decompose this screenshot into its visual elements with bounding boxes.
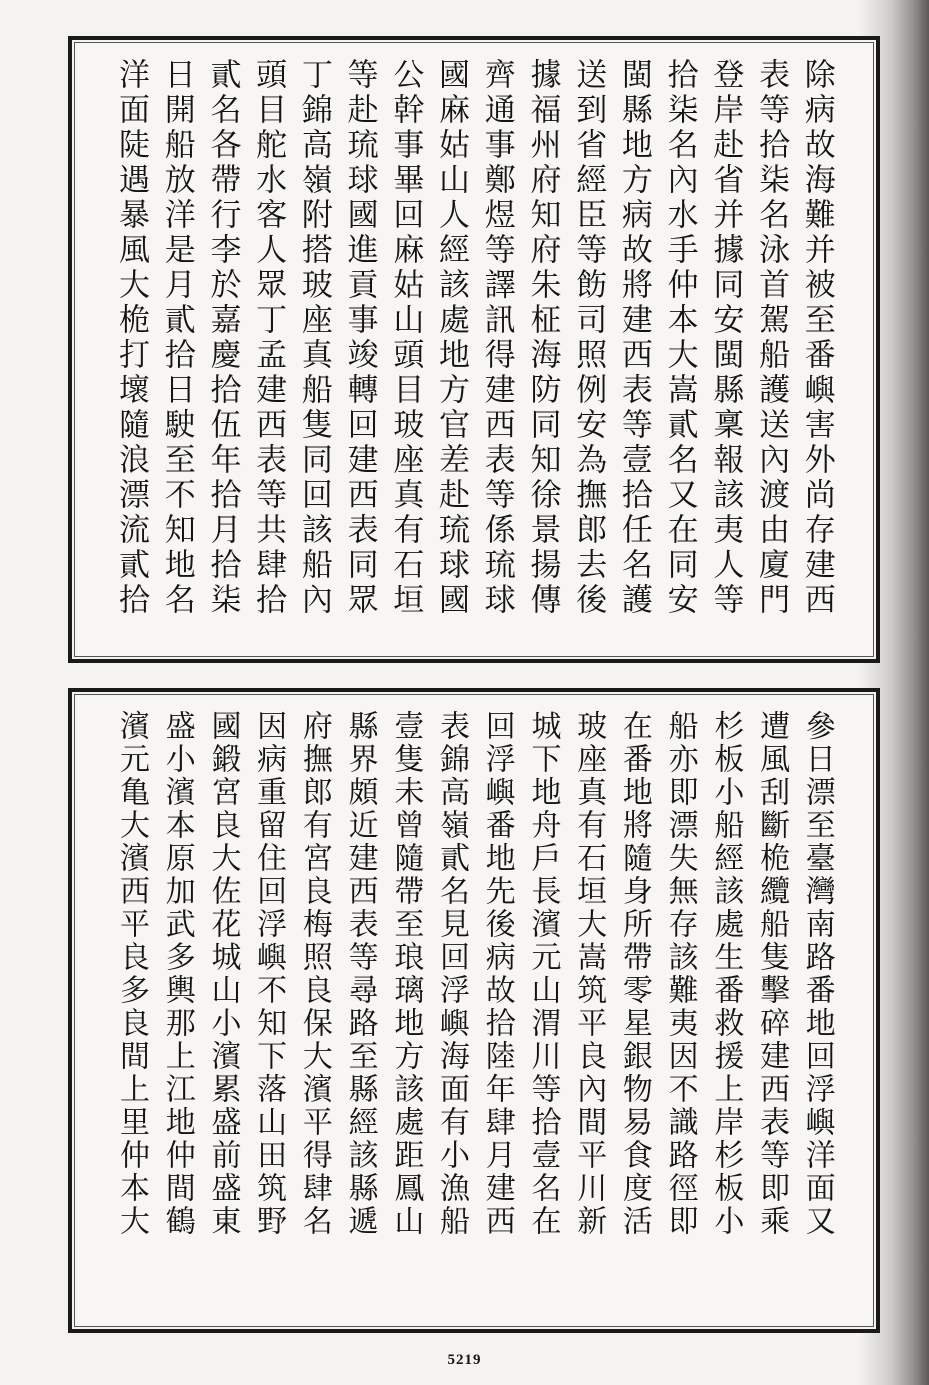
text-column: 城下地舟戶長濱元山渭川等拾壹名在 bbox=[525, 710, 561, 1238]
text-column: 船亦即漂失無存該難夷因不識路徑即 bbox=[662, 710, 698, 1238]
text-column: 表錦高嶺貳名見回浮嶼海面有小漁船 bbox=[434, 710, 470, 1238]
text-column: 等赴琉球國進貢事竣轉回建西表同眾 bbox=[341, 58, 378, 618]
text-column: 送到省經臣等飭司照例安為撫郎去後 bbox=[570, 58, 607, 618]
text-column: 丁錦高嶺附搭玻座真船隻同回該船內 bbox=[295, 58, 332, 618]
text-column: 遭風刮斷桅纜船隻擊碎建西表等即乘 bbox=[754, 710, 790, 1238]
text-column: 頭目舵水客人眾丁孟建西表等共肆拾 bbox=[250, 58, 287, 618]
text-column: 洋面陡遇暴風大桅打壞隨浪漂流貳拾 bbox=[113, 58, 149, 618]
text-column: 玻座真有石垣大嵩筑平良內間平川新 bbox=[571, 710, 607, 1238]
page-number: 5219 bbox=[447, 1352, 482, 1368]
text-column: 府撫郎有宮良梅照良保大濱平得肆名 bbox=[296, 710, 332, 1238]
text-column: 參日漂至臺灣南路番地回浮嶼洋面又 bbox=[799, 710, 835, 1238]
manuscript-block-top bbox=[68, 36, 880, 663]
text-column: 因病重留住回浮嶼不知下落山田筑野 bbox=[251, 710, 287, 1238]
text-column: 齊通事鄭煜等譯訊得建西表等係琉球 bbox=[478, 58, 515, 618]
text-column: 公幹事畢回麻姑山頭目玻座真有石垣 bbox=[387, 58, 424, 618]
text-column: 登岸赴省并據同安閩縣稟報該夷人等 bbox=[707, 58, 744, 618]
text-column: 杉板小船經該處生番救援上岸杉板小 bbox=[708, 710, 744, 1238]
text-column: 拾柒名內水手仲本大嵩貳名又在同安 bbox=[661, 58, 698, 618]
column-group-top bbox=[112, 58, 836, 641]
text-column: 據福州府知府朱柾海防同知徐景揚傳 bbox=[524, 58, 561, 618]
text-column: 閩縣地方病故將建西表等壹拾任名護 bbox=[615, 58, 652, 618]
text-column: 日開船放洋是月貳拾日駛至不知地名 bbox=[158, 58, 195, 618]
text-column: 盛小濱本原加武多輿那上江地仲間鶴 bbox=[159, 710, 195, 1238]
text-column: 表等拾柒名泳首駕船護送內渡由廈門 bbox=[753, 58, 790, 618]
text-column: 回浮嶼番地先後病故拾陸年肆月建西 bbox=[479, 710, 515, 1238]
text-column: 國麻姑山人經該處地方官差赴琉球國 bbox=[433, 58, 470, 618]
text-column: 除病故海難并被至番嶼害外尚存建西 bbox=[798, 58, 835, 618]
column-group-bottom bbox=[112, 710, 836, 1311]
manuscript-block-bottom bbox=[68, 688, 880, 1333]
text-column: 壹隻未曾隨帶至琅璃地方該處距鳳山 bbox=[388, 710, 424, 1238]
text-column: 縣界頗近建西表等尋路至縣經該縣遞 bbox=[342, 710, 378, 1238]
text-column: 在番地將隨身所帶零星銀物易食度活 bbox=[616, 710, 652, 1238]
text-column: 國鍛宮良大佐花城山小濱累盛前盛東 bbox=[205, 710, 241, 1238]
text-column: 濱元亀大濱西平良多良間上里仲本大 bbox=[114, 710, 149, 1238]
text-column: 貳名各帶行李於嘉慶拾伍年拾月拾柒 bbox=[204, 58, 241, 618]
